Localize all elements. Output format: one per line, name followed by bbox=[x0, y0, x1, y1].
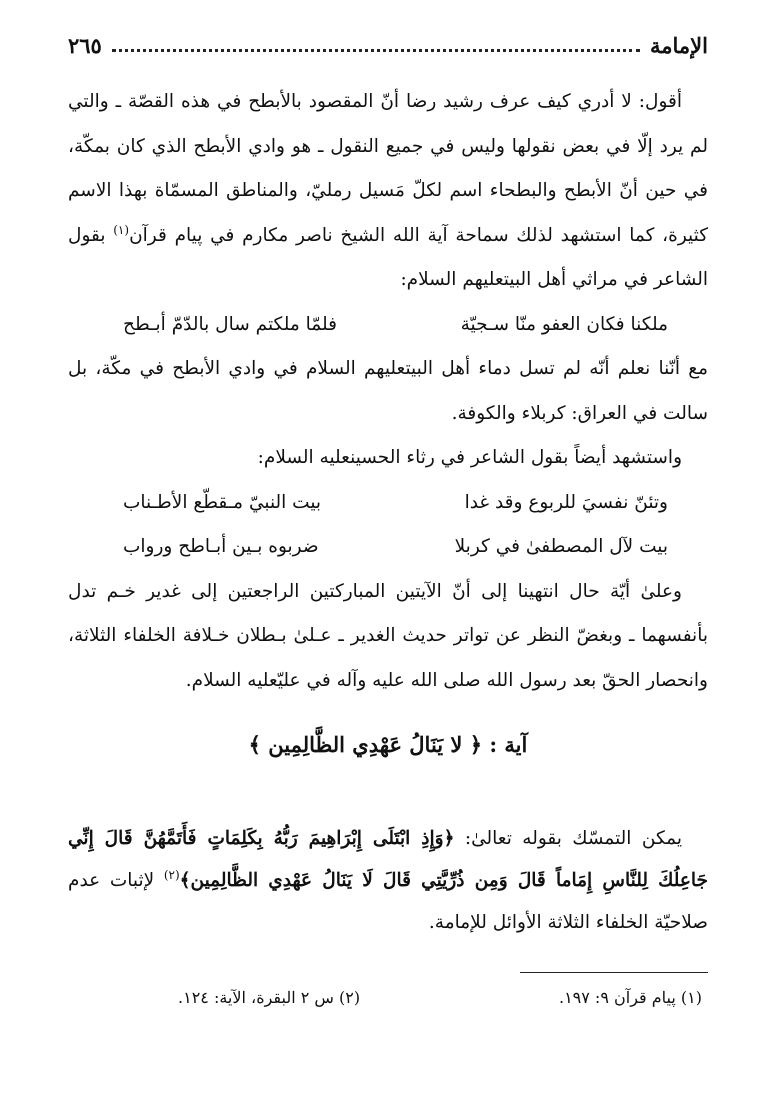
verse-1-second-hemistich: فلمّا ملكتم سال بالدّمّ أبـطح bbox=[123, 313, 337, 335]
verse-2-second-hemistich: بيت النبيّ مـقطّع الأطـناب bbox=[123, 491, 322, 513]
verse-3-second-hemistich: ضربوه بـين أبـاطح ورواب bbox=[123, 536, 319, 557]
footnote-1: (١) پيام قرآن ٩: ١٩٧. bbox=[558, 988, 702, 1007]
main-text bbox=[68, 80, 708, 703]
paragraph-1-tail: بقول الشاعر في مراثي أهل البيتعليهم السلام: bbox=[68, 224, 708, 290]
verse-2-first-hemistich: وتئنّ نفسيَ للربوع وقد غدا bbox=[464, 491, 668, 513]
footnote-separator bbox=[520, 972, 708, 973]
footnotes bbox=[68, 988, 708, 1007]
paragraph-4: وعلىٰ أيّة حال انتهينا إلى أنّ الآيتين المباركتين الراجعتين إلى غدير خـم تدل بأنفسهما ـ وبغضّ النظر عن تواتر حديث الغدير ـ عـلىٰ بـطلان خـلافة الخلفاء الثلاثة، وانحصار الحقّ بعد رسول الله صلى الله عليه وآله في عليّعليه السلام. bbox=[68, 580, 708, 691]
page-number: ٢٦٥ bbox=[68, 32, 102, 58]
paragraph-5-intro: يمكن التمسّك بقوله تعالىٰ: bbox=[454, 828, 683, 849]
paragraph-1 bbox=[68, 80, 708, 303]
page-header bbox=[68, 28, 708, 62]
paragraph-3: واستشهد أيضاً بقول الشاعر في رثاء الحسينعليه السلام: bbox=[257, 447, 682, 468]
paragraph-1-text: أقول: لا أدري كيف عرف رشيد رضا أنّ المقصود بالأبطح في هذه القصّة ـ والتي لم يرد إلّا في بعض نقولها وليس في جميع النقول ـ هو وادي الأبطح الذي كان بمكّة، في حين أنّ الأبطح والبطحاء اسم لكلّ مَسيل رمليّ، والمناطق المسمّاة بهذا الاسم كثيرة، كما استشهد لذلك سماحة آية الله الشيخ ناصر مكارم في پيام قرآن bbox=[68, 91, 708, 246]
poem-verse-1 bbox=[68, 303, 708, 348]
running-title: الإمامة bbox=[650, 32, 708, 58]
section-text bbox=[68, 818, 708, 944]
paragraph-5 bbox=[68, 818, 708, 944]
book-page bbox=[68, 0, 708, 1096]
verse-1-first-hemistich: ملكنا فكان العفو منّا سـجيّة bbox=[460, 313, 668, 335]
quran-quote: ﴿وَإِذِ ابْتَلَى إِبْرَاهِيمَ رَبُّهُ بِكَلِمَاتٍ فَأَتَمَّهُنَّ قَالَ إِنِّي جَاعِلُكَ لِلنَّاسِ إِمَاماً قَالَ وَمِن ذُرِّيَّتِي قَالَ لَا يَنَالُ عَهْدِي الظَّالِمِين﴾ bbox=[68, 828, 708, 891]
poem-verse-3 bbox=[68, 525, 708, 570]
footnote-ref-2[interactable]: (٢) bbox=[163, 867, 180, 882]
verse-3-first-hemistich: بيت لآل المصطفىٰ في كربلا bbox=[454, 536, 668, 557]
section-heading: آية : ﴿ لا يَنَالُ عَهْدِي الظَّالِمِين ﴾ bbox=[248, 732, 528, 757]
footnote-2: (٢) س ٢ البقرة، الآية: ١٢٤. bbox=[178, 988, 361, 1007]
paragraph-2: مع أنّنا نعلم أنّه لم تسل دماء أهل البيتعليهم السلام في وادي الأبطح في مكّة، بل سالت في العراق: كربلاء والكوفة. bbox=[68, 358, 708, 424]
footnote-ref-1[interactable]: (١) bbox=[113, 222, 130, 237]
poem-verse-2 bbox=[68, 481, 708, 526]
paragraph-5-tail: لإثبات عدم صلاحيّة الخلفاء الثلاثة الأوائل للإمامة. bbox=[68, 870, 708, 933]
header-dot-leader bbox=[112, 49, 640, 52]
